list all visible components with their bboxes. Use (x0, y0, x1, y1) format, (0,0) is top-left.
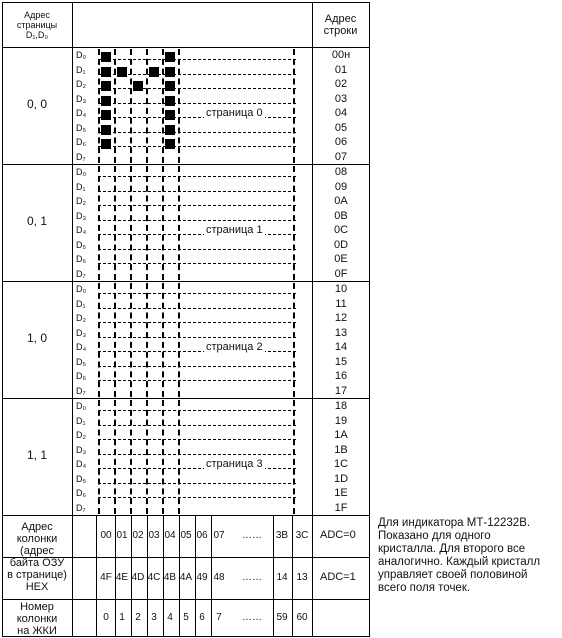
page-label: страница 1 (206, 224, 263, 236)
lit-pixel (165, 125, 175, 135)
row-divider (98, 380, 296, 381)
row-divider (98, 410, 296, 411)
row-address: 11 (335, 297, 347, 310)
column-divider (98, 49, 100, 163)
bit-label: D₁ (76, 298, 86, 309)
column-divider (293, 400, 295, 514)
lit-pixel (165, 67, 175, 77)
cell-value: 5 (183, 612, 189, 623)
row-divider (98, 117, 296, 118)
bit-label: D₆ (76, 137, 87, 147)
cell-value: 00 (100, 530, 112, 541)
row-address: 0A (334, 195, 348, 207)
lit-pixel (101, 125, 111, 135)
row-divider (98, 59, 296, 60)
row-address: 12 (334, 312, 348, 324)
cell-value: 6 (199, 612, 205, 623)
row-address: 1F (334, 501, 348, 514)
row-divider (98, 483, 296, 484)
row-address: 16 (334, 370, 348, 382)
row-divider (98, 293, 296, 294)
column-divider (146, 400, 148, 514)
cell-value: 13 (296, 572, 308, 583)
row-divider (98, 308, 296, 309)
cell-value: 3 (151, 612, 157, 623)
lit-pixel (165, 139, 175, 149)
bit-label: D₇ (76, 268, 86, 279)
bit-label: D₀ (76, 50, 87, 60)
row-divider (98, 205, 296, 206)
lcd-column-label-l1: Номер (20, 601, 54, 613)
cell-value: 60 (296, 612, 308, 623)
frame-adc-bottom (2, 599, 370, 600)
bit-label: D₆ (76, 488, 87, 498)
frame-page0-bottom (2, 164, 370, 165)
bit-label: D₇ (76, 385, 86, 396)
column-divider (178, 166, 180, 280)
row-divider (98, 468, 296, 469)
column-divider (146, 166, 148, 280)
frame-right (369, 2, 370, 636)
cell-value: 49 (196, 572, 208, 583)
row-address: 1B (334, 443, 348, 456)
bit-label: D₂ (76, 430, 86, 440)
cell-value: 4C (147, 572, 161, 583)
column-divider (130, 166, 132, 280)
adc0-label: ADC=0 (320, 529, 356, 541)
bit-label: D₃ (76, 210, 87, 221)
row-divider (98, 146, 296, 147)
bit-label: D₄ (76, 108, 87, 118)
row-address: 13 (334, 326, 348, 339)
adc1-label: ADC=1 (320, 571, 356, 583)
bit-label: D₀ (76, 401, 87, 411)
lit-pixel (165, 110, 175, 120)
row-address: 14 (334, 341, 348, 353)
column-divider (130, 283, 132, 397)
column-address-label-l4: байта ОЗУ (9, 557, 65, 569)
bit-label: D₁ (76, 415, 86, 426)
bit-label: D₅ (76, 239, 87, 250)
bit-label: D₃ (76, 93, 87, 104)
frame-col3 (312, 2, 313, 636)
page-address-header-l1: Адрес (24, 10, 50, 20)
column-divider (130, 400, 132, 514)
row-divider (98, 497, 296, 498)
row-divider (98, 439, 296, 440)
row-divider (98, 132, 296, 133)
lit-pixel (133, 81, 143, 91)
bit-label: D₀ (76, 167, 87, 177)
row-address-header-l1: Адрес (324, 13, 357, 25)
row-divider (98, 337, 296, 338)
row-address: 0E (334, 253, 348, 265)
row-address: 1A (334, 429, 348, 441)
row-address: 1C (333, 458, 349, 470)
bit-label: D₂ (76, 196, 86, 206)
cell-value: 4E (115, 572, 129, 583)
bit-label: D₆ (76, 254, 87, 264)
row-address: 17 (334, 384, 348, 397)
bit-label: D₄ (76, 459, 87, 469)
cell-value: 04 (164, 530, 176, 541)
row-address: 0B (334, 209, 348, 222)
column-address-label-l1: Адрес (21, 521, 53, 533)
row-divider (98, 88, 296, 89)
column-divider (146, 49, 148, 163)
lit-pixel (117, 67, 127, 77)
bit-label: D₁ (76, 181, 86, 192)
row-divider (98, 425, 296, 426)
note-line-5: управляет своей половиной (378, 569, 528, 581)
row-address: 10 (334, 283, 348, 295)
cell-value: 03 (148, 530, 160, 541)
column-divider (114, 283, 116, 397)
frame-col1 (72, 2, 73, 636)
row-address: 0D (333, 238, 349, 251)
column-divider (98, 400, 100, 514)
column-divider (178, 400, 180, 514)
row-address: 0F (334, 267, 348, 280)
cell-value: 48 (213, 572, 225, 583)
column-address-label-l2: колонки (16, 533, 58, 545)
row-address: 04 (334, 107, 348, 119)
bit-label: D₅ (76, 356, 87, 367)
row-address: 19 (334, 414, 348, 427)
column-address-label-l6: HEX (25, 581, 49, 593)
note-line-4: аналогично. Каждый кристалл (378, 556, 541, 568)
bit-label: D₄ (76, 225, 87, 235)
row-divider (98, 191, 296, 192)
cell-value: 4A (179, 572, 193, 583)
cell-value: 4 (167, 612, 173, 623)
lit-pixel (149, 67, 159, 77)
row-divider (98, 454, 296, 455)
cell-value: 05 (180, 530, 192, 541)
bit-label: D₂ (76, 313, 86, 323)
row-divider (98, 351, 296, 352)
note-line-6: всего поля точек. (378, 582, 471, 594)
cell-value: 7 (216, 612, 222, 623)
row-address: 1E (334, 487, 348, 499)
lit-pixel (101, 67, 111, 77)
bit-label: D₅ (76, 473, 87, 484)
column-divider (178, 49, 180, 163)
row-address: 08 (334, 166, 348, 178)
column-address-label-l5: в странице) (7, 569, 67, 581)
cell-value: 59 (276, 612, 288, 623)
row-divider (98, 366, 296, 367)
frame-page1-bottom (2, 281, 370, 282)
column-divider (114, 400, 116, 514)
lit-pixel (101, 110, 111, 120)
page-address-header-l2: страницы (16, 20, 58, 30)
cell-value: 4D (131, 572, 145, 583)
row-address: 03 (334, 92, 348, 105)
column-divider (293, 283, 295, 397)
row-address: 15 (334, 355, 348, 368)
lit-pixel (165, 52, 175, 62)
bit-label: D₂ (76, 79, 86, 89)
row-address: 09 (334, 180, 348, 193)
row-divider (98, 103, 296, 104)
page-address-header (2, 10, 72, 40)
note-line-3: кристалла. Для второго все (378, 543, 526, 555)
note-line-1: Для индикатора МТ-12232В. (378, 517, 531, 529)
cell-value: 01 (116, 530, 128, 541)
row-address: 1D (333, 472, 349, 485)
column-divider (98, 283, 100, 397)
row-divider (98, 234, 296, 235)
bit-label: D₃ (76, 327, 87, 338)
note-text (378, 517, 540, 595)
cell-value: 0 (103, 612, 109, 623)
bit-label: D₀ (76, 284, 87, 294)
bit-label: D₄ (76, 342, 87, 352)
row-address: 02 (334, 78, 348, 90)
cell-value: 14 (276, 572, 288, 583)
cell-value: 3B (275, 530, 289, 541)
row-divider (98, 220, 296, 221)
lit-pixel (165, 96, 175, 106)
column-divider (114, 49, 116, 163)
column-divider (162, 49, 164, 163)
bit-label: D₆ (76, 371, 87, 381)
column-divider (146, 283, 148, 397)
page-group-label: 1, 0 (26, 331, 47, 345)
page-group-label: 1, 1 (26, 448, 47, 462)
row-address: 05 (334, 121, 348, 134)
cell-value: …… (242, 530, 262, 541)
page-group-label: 0, 1 (26, 214, 47, 228)
cell-value: 1 (119, 612, 125, 623)
cell-value: 2 (135, 612, 141, 623)
page-label: страница 2 (206, 341, 263, 353)
cell-value: 02 (132, 530, 144, 541)
row-address: 00н (331, 49, 351, 61)
row-divider (98, 322, 296, 323)
page-address-header-l3: D₁,D₀ (25, 30, 49, 40)
lit-pixel (101, 96, 111, 106)
lcd-column-label-l2: колонки (16, 613, 58, 625)
lit-pixel (101, 52, 111, 62)
column-address-label (2, 521, 72, 593)
lit-pixel (165, 81, 175, 91)
column-divider (162, 283, 164, 397)
cell-value: 06 (196, 530, 208, 541)
lit-pixel (101, 139, 111, 149)
row-divider (98, 74, 296, 75)
frame-page2-bottom (2, 398, 370, 399)
frame-header-bottom (2, 47, 370, 48)
column-divider (98, 166, 100, 280)
row-address-header (312, 13, 369, 37)
column-address-label-l3: (адрес (20, 545, 54, 557)
row-address: 0C (333, 224, 349, 236)
page-label: страница 3 (206, 458, 263, 470)
column-divider (162, 166, 164, 280)
lcd-column-label (2, 601, 72, 637)
column-divider (178, 283, 180, 397)
page-group-label: 0, 0 (26, 97, 47, 111)
column-divider (130, 49, 132, 163)
lcd-column-label-l3: на ЖКИ (17, 625, 57, 637)
bit-label: D₁ (76, 64, 86, 75)
bit-label: D₇ (76, 502, 86, 513)
bit-label: D₇ (76, 151, 86, 162)
row-address: 18 (334, 400, 348, 412)
cell-value: …… (242, 612, 262, 623)
row-divider (98, 263, 296, 264)
frame-page3-bottom (2, 515, 370, 516)
row-divider (98, 176, 296, 177)
cell-value: 4B (163, 572, 177, 583)
frame-top (2, 2, 370, 3)
row-address: 06 (334, 136, 348, 148)
frame-col2 (96, 515, 97, 636)
note-line-2: Показано для одного (378, 530, 491, 542)
column-divider (293, 49, 295, 163)
column-divider (162, 400, 164, 514)
row-address-header-l2: строки (323, 25, 358, 37)
cell-value: 07 (213, 530, 225, 541)
cell-value: 4F (100, 572, 112, 583)
row-address: 07 (334, 150, 348, 163)
column-divider (114, 166, 116, 280)
bit-label: D₅ (76, 122, 87, 133)
bit-label: D₃ (76, 444, 87, 455)
cell-value: …… (242, 572, 262, 583)
row-divider (98, 249, 296, 250)
column-divider (293, 166, 295, 280)
row-address: 01 (334, 63, 348, 76)
lit-pixel (101, 81, 111, 91)
page-label: страница 0 (206, 107, 263, 119)
cell-value: 3C (295, 530, 309, 541)
